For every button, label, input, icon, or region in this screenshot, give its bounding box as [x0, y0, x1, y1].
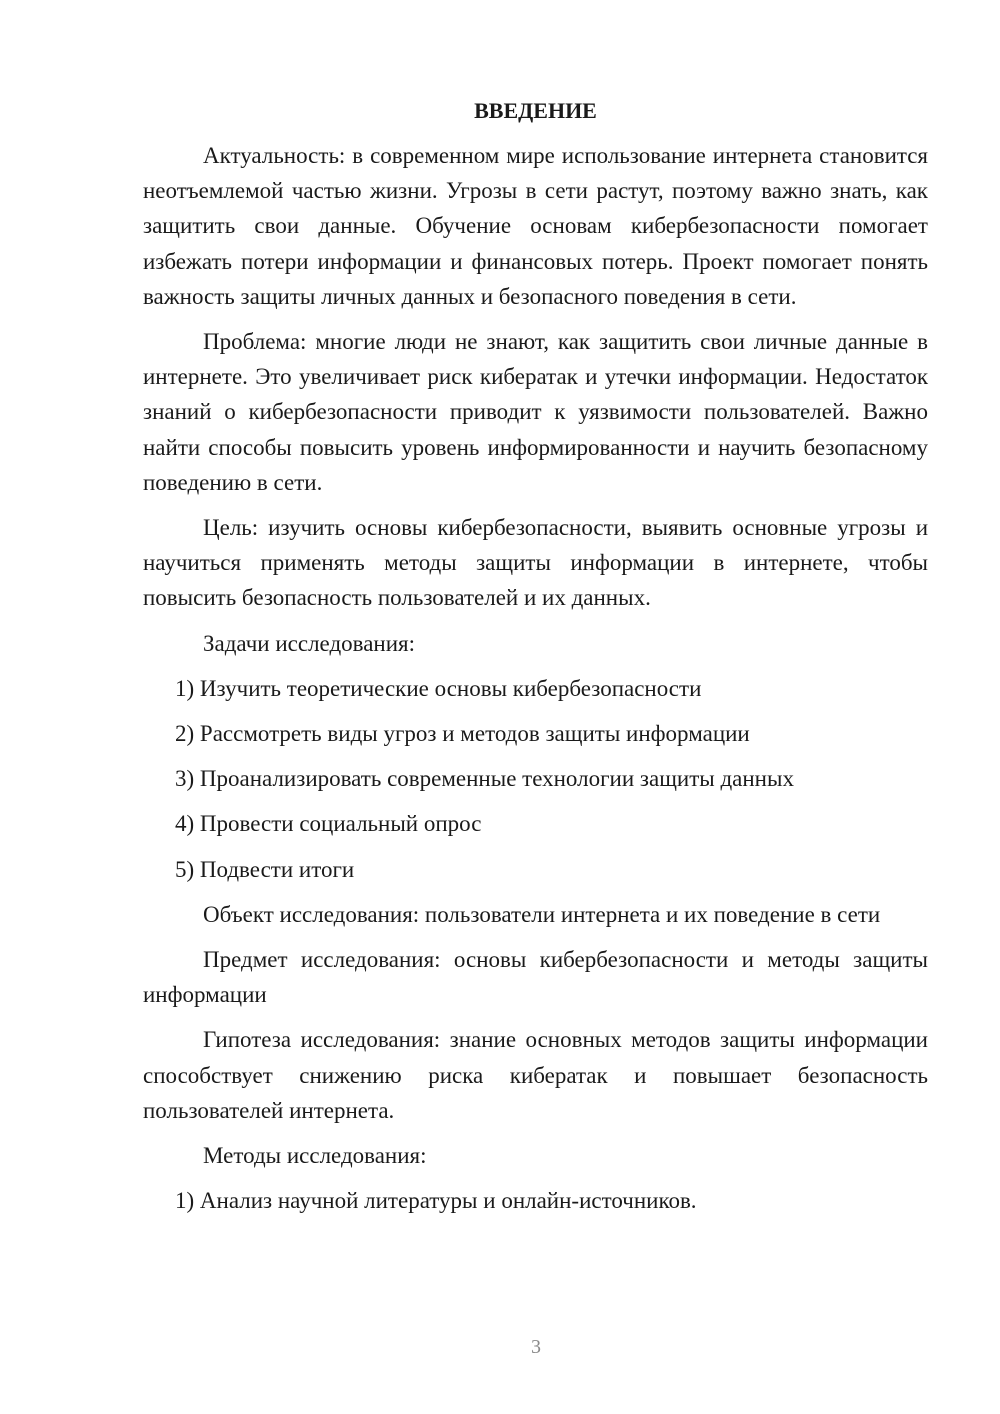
object-paragraph: Объект исследования: пользователи интернета и их поведение в сети [203, 901, 881, 927]
subject-paragraph: Предмет исследования: основы кибербезопасности и методы защиты информации [143, 947, 928, 1008]
methods-list [143, 1183, 928, 1218]
list-item: 3) Проанализировать современные технологии защиты данных [175, 766, 794, 792]
list-item: 1) Анализ научной литературы и онлайн-источников. [175, 1188, 697, 1214]
list-item: 1) Изучить теоретические основы кибербезопасности [175, 675, 702, 701]
list-item: 5) Подвести итоги [175, 856, 355, 882]
page-number: 3 [531, 1336, 541, 1358]
relevance-paragraph: Актуальность: в современном мире использование интернета становится неотъемлемой частью жизни. Угрозы в сети растут, поэтому важно знать, как защитить свои данные. Обучение основам кибербезопасности помогает избежать потери информации и финансовых потерь. Проект помогает понять важность защиты личных данных и безопасного поведения в сети. [143, 143, 928, 309]
tasks-label: Задачи исследования: [203, 630, 416, 656]
tasks-list [143, 671, 928, 887]
list-item: 2) Рассмотреть виды угроз и методов защиты информации [175, 721, 750, 747]
page-content [143, 93, 928, 1228]
section-heading: ВВЕДЕНИЕ [474, 98, 597, 123]
hypothesis-paragraph: Гипотеза исследования: знание основных методов защиты информации способствует снижению риска кибератак и повышает безопасность пользователей интернета. [143, 1027, 928, 1123]
methods-label: Методы исследования: [203, 1143, 427, 1169]
list-item: 4) Провести социальный опрос [175, 811, 482, 837]
goal-paragraph: Цель: изучить основы кибербезопасности, выявить основные угрозы и научиться применять методы защиты информации в интернете, чтобы повысить безопасность пользователей и их данных. [143, 515, 928, 611]
problem-paragraph: Проблема: многие люди не знают, как защитить свои личные данные в интернете. Это увеличивает риск кибератак и утечки информации. Недостаток знаний о кибербезопасности приводит к уязвимости пользователей. Важно найти способы повысить уровень информированности и научить безопасному поведению в сети. [143, 329, 928, 495]
